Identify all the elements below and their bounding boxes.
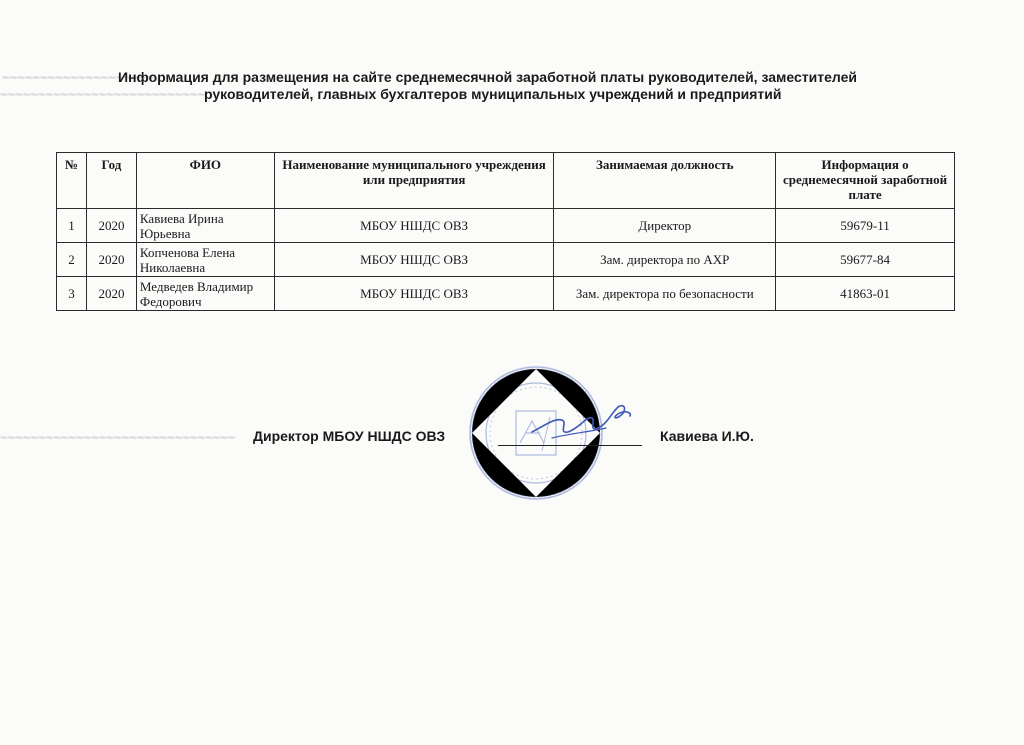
cell-salary: 59677-84 xyxy=(776,243,955,277)
signer-role: Директор МБОУ НШДС ОВЗ xyxy=(253,428,446,444)
document-title xyxy=(118,69,918,103)
header-salary: Информация о среднемесячной заработной плате xyxy=(776,153,955,209)
cell-name: Медведев Владимир Федорович xyxy=(136,277,274,311)
header-fio: ФИО xyxy=(136,153,274,209)
cell-position: Зам. директора по АХР xyxy=(554,243,776,277)
cell-number: 1 xyxy=(57,209,87,243)
cell-year: 2020 xyxy=(86,277,136,311)
cell-number: 2 xyxy=(57,243,87,277)
show-through-text: ~~~~~~~~~~~~~~~~~~~~~~~~~~~ xyxy=(0,87,205,102)
cell-position: Директор xyxy=(554,209,776,243)
cell-salary: 41863-01 xyxy=(776,277,955,311)
header-number: № xyxy=(57,153,87,209)
header-organization: Наименование муниципального учреждения или предприятия xyxy=(274,153,554,209)
table-row xyxy=(57,277,955,311)
cell-organization: МБОУ НШДС ОВЗ xyxy=(274,243,554,277)
table-row xyxy=(57,209,955,243)
show-through-text: ~~~~~~~~~~~~~~~~~~~~~~~~~~~~~~~ xyxy=(0,430,236,445)
cell-number: 3 xyxy=(57,277,87,311)
title-line-2: руководителей, главных бухгалтеров муниципальных учреждений и предприятий xyxy=(204,86,782,102)
title-line-1: Информация для размещения на сайте среднемесячной заработной платы руководителей, заместителей xyxy=(118,69,857,85)
signature-icon xyxy=(528,398,636,446)
cell-position: Зам. директора по безопасности xyxy=(554,277,776,311)
cell-name: Копченова Елена Николаевна xyxy=(136,243,274,277)
cell-name: Кавиева Ирина Юрьевна xyxy=(136,209,274,243)
cell-year: 2020 xyxy=(86,209,136,243)
signer-name: Кавиева И.Ю. xyxy=(660,428,754,444)
cell-salary: 59679-11 xyxy=(776,209,955,243)
cell-year: 2020 xyxy=(86,243,136,277)
table-row xyxy=(57,243,955,277)
salary-table xyxy=(56,152,955,311)
cell-organization: МБОУ НШДС ОВЗ xyxy=(274,277,554,311)
cell-organization: МБОУ НШДС ОВЗ xyxy=(274,209,554,243)
show-through-text: ~~~~~~~~~~~~~~~~~~~~ xyxy=(2,70,154,85)
header-year: Год xyxy=(86,153,136,209)
header-position: Занимаемая должность xyxy=(554,153,776,209)
table-header-row xyxy=(57,153,955,209)
